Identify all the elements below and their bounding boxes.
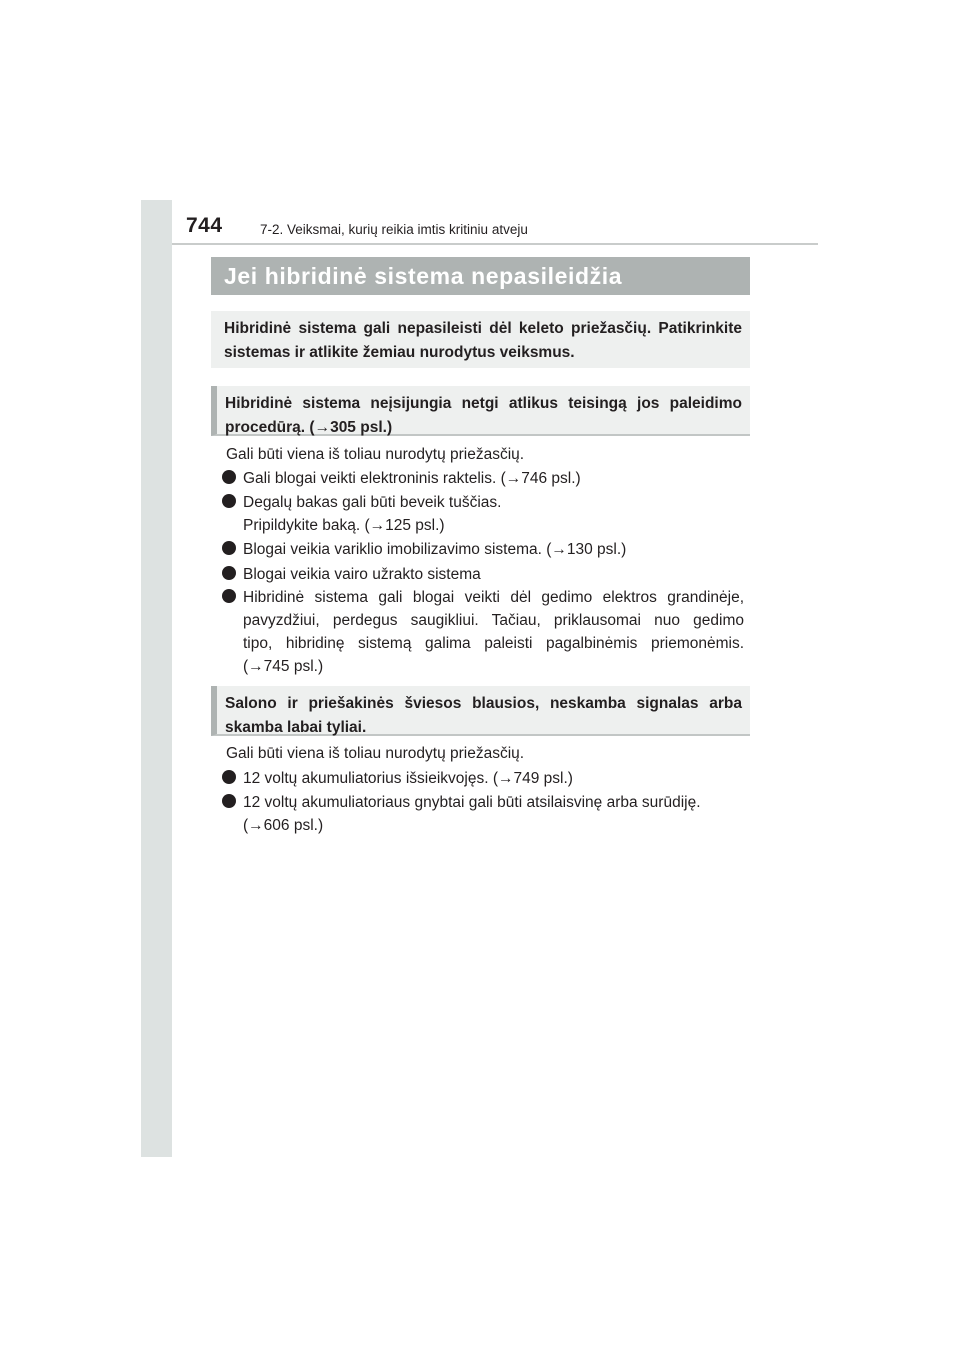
page-side-strip — [141, 200, 172, 1157]
page-number: 744 — [186, 214, 223, 237]
lead-text: Gali būti viena iš toliau nurodytų priežasčių. — [226, 745, 525, 762]
lead-text: Gali būti viena iš toliau nurodytų priežasčių. — [226, 446, 525, 463]
section-title-bar — [211, 257, 750, 295]
bullet-icon — [222, 589, 236, 603]
chapter-title: 7-2. Veiksmai, kurių reikia imtis kritiniu atveju — [260, 222, 528, 237]
bullet-icon — [222, 770, 236, 784]
subheading-lights-dim: Salono ir priešakinės šviesos blausios, neskamba signalas arba skamba labai tyliai. — [211, 686, 750, 736]
subheading-hybrid-not-starting: Hibridinė sistema neįsijungia netgi atlikus teisingą jos paleidimo procedūrą. (→305 psl.) — [211, 386, 750, 436]
bullet-icon — [222, 541, 236, 555]
bullet-icon — [222, 470, 236, 484]
header-divider — [172, 243, 818, 245]
bullet-icon — [222, 794, 236, 808]
section-intro: Hibridinė sistema gali nepasileisti dėl keleto priežasčių. Patikrinkite sistemas ir atlikite žemiau nurodytus veiksmus. — [211, 311, 750, 368]
section-title: Jei hibridinė sistema nepasileidžia — [224, 262, 623, 289]
bullet-icon — [222, 566, 236, 580]
bullet-icon — [222, 494, 236, 508]
